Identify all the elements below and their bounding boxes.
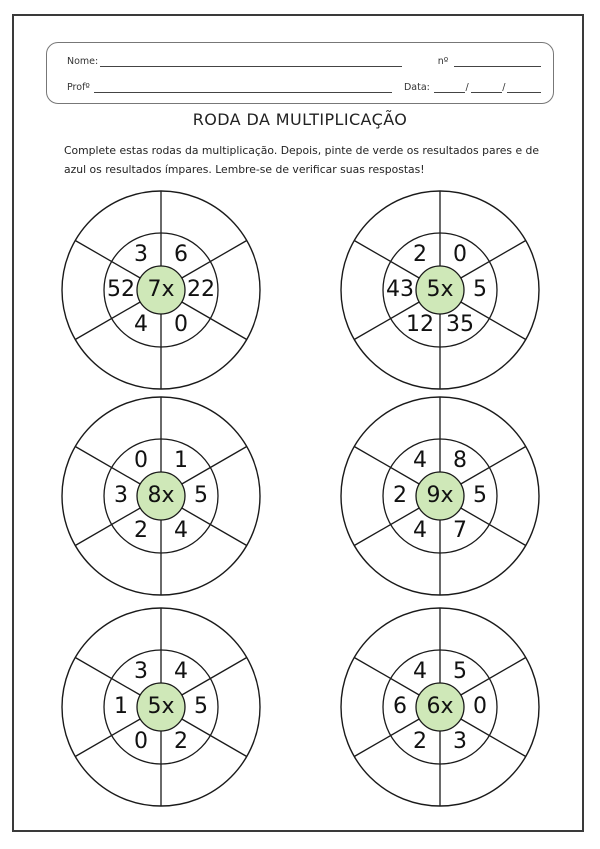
wheel-number: 4 — [174, 517, 188, 543]
wheel-number: 2 — [174, 728, 188, 754]
wheel-number: 5 — [194, 483, 208, 508]
number-field[interactable] — [454, 55, 541, 67]
wheel-number: 0 — [174, 311, 188, 337]
date-month-field[interactable] — [471, 81, 506, 93]
wheel-number: 6 — [393, 694, 407, 719]
wheel-number: 3 — [134, 659, 148, 685]
teacher-field[interactable] — [94, 81, 392, 93]
wheel-number: 4 — [413, 517, 427, 543]
teacher-row — [67, 79, 541, 93]
multiplication-wheel — [61, 607, 261, 807]
teacher-label: Profº — [67, 82, 90, 93]
multiplication-wheel — [340, 607, 540, 807]
wheel-number: 0 — [453, 242, 467, 268]
student-info-box — [46, 42, 554, 104]
wheel-number: 43 — [386, 277, 414, 302]
multiplication-wheel — [61, 190, 261, 390]
wheel-number: 3 — [453, 728, 467, 754]
wheel-number: 0 — [473, 694, 487, 719]
number-label: nº — [437, 56, 449, 67]
page-title: RODA DA MULTIPLICAÇÃO — [192, 110, 408, 129]
wheel-number: 2 — [413, 728, 427, 754]
wheel-center-label: 8x — [147, 483, 175, 508]
wheel-number: 6 — [174, 242, 188, 268]
wheel-number: 12 — [406, 311, 434, 337]
instructions: Complete estas rodas da multiplicação. Depois, pinte de verde os resultados pares e de azul os resultados ímpares. Lembre-se de verificar suas respostas! — [64, 144, 540, 176]
name-field[interactable] — [100, 55, 402, 67]
wheel-number: 8 — [453, 448, 467, 474]
wheel-number: 4 — [174, 659, 188, 685]
wheel-number: 5 — [194, 694, 208, 719]
wheel-number: 22 — [187, 277, 215, 302]
wheel-number: 2 — [134, 517, 148, 543]
wheel-number: 4 — [413, 448, 427, 474]
wheel-number: 7 — [453, 517, 467, 543]
wheel-number: 5 — [453, 659, 467, 685]
wheel-center-label: 9x — [426, 483, 454, 508]
wheel-number: 3 — [114, 483, 128, 508]
name-label: Nome: — [67, 56, 99, 67]
date-separator: / — [465, 82, 469, 93]
wheel-number: 5 — [473, 483, 487, 508]
wheel-number: 0 — [134, 448, 148, 474]
wheel-number: 35 — [446, 311, 474, 337]
multiplication-wheel — [61, 396, 261, 596]
wheel-number: 0 — [134, 728, 148, 754]
date-separator: / — [502, 82, 506, 93]
wheel-number: 1 — [114, 694, 128, 719]
date-day-field[interactable] — [434, 81, 469, 93]
multiplication-wheel — [340, 396, 540, 596]
wheel-number: 5 — [473, 277, 487, 302]
multiplication-wheel — [340, 190, 540, 390]
wheel-number: 1 — [174, 448, 188, 474]
wheel-number: 3 — [134, 242, 148, 268]
wheel-center-label: 5x — [147, 694, 175, 719]
name-row — [67, 53, 541, 67]
wheel-number: 4 — [134, 311, 148, 337]
date-year-field[interactable] — [507, 81, 541, 93]
wheel-center-label: 5x — [426, 277, 454, 302]
wheel-number: 2 — [413, 242, 427, 268]
date-label: Data: — [403, 82, 430, 93]
wheel-center-label: 6x — [426, 694, 454, 719]
wheel-number: 52 — [107, 277, 135, 302]
wheel-number: 4 — [413, 659, 427, 685]
wheel-number: 2 — [393, 483, 407, 508]
wheel-center-label: 7x — [147, 277, 175, 302]
